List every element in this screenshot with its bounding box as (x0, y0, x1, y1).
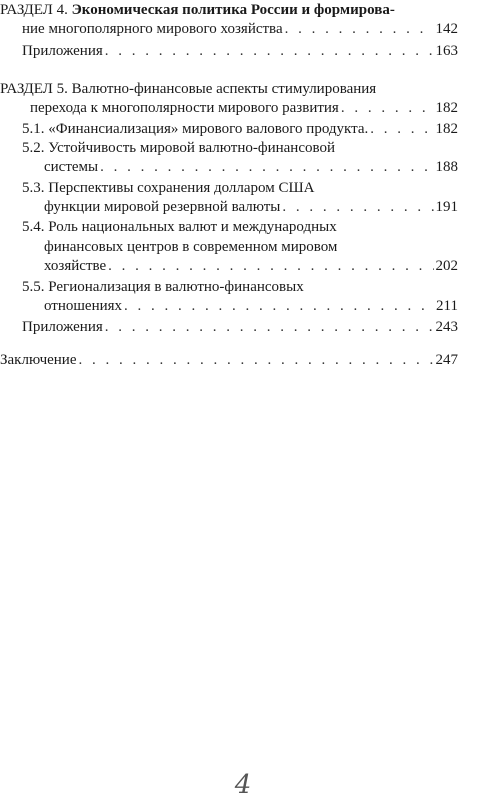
page-number: 4 (234, 770, 252, 800)
toc-entry-5-3[interactable] (44, 197, 458, 217)
page-ref: 182 (435, 121, 458, 137)
leader-dots (341, 98, 434, 118)
appendix-label: Приложения (22, 319, 103, 335)
entry-5-4-line2: финансовых центров в современном мировом (44, 239, 338, 255)
entry-title: системы (44, 159, 99, 175)
entry-5-2-line1: 5.2. Устойчивость мировой валютно-финансовой (22, 140, 335, 156)
entry-5-3-line1: 5.3. Перспективы сохранения долларом США (22, 180, 315, 196)
leader-dots (100, 157, 433, 177)
leader-dots (105, 41, 434, 61)
entry-title: функции мировой резервной валюты (44, 199, 281, 215)
toc-entry-5-4[interactable] (44, 256, 458, 276)
page-ref: 243 (435, 319, 458, 335)
page-ref: 202 (435, 258, 458, 274)
toc-entry-5-5[interactable] (44, 296, 458, 316)
page-ref: 211 (436, 298, 458, 314)
leader-dots (124, 296, 434, 316)
leader-dots (105, 317, 434, 337)
page-ref: 182 (435, 100, 458, 116)
page-ref: 142 (435, 21, 458, 37)
leader-dots (282, 197, 433, 217)
leader-dots (370, 119, 433, 139)
section5-heading: РАЗДЕЛ 5. Валютно-финансовые аспекты стимулирования (0, 81, 377, 97)
toc-entry-section4[interactable] (22, 19, 458, 39)
appendix-label: Приложения (22, 43, 103, 59)
entry-title: хозяйстве (44, 258, 107, 274)
section5-title-cont: перехода к многополярности мирового развития (30, 100, 339, 116)
section4-title: Экономическая политика России и формирова- (71, 2, 395, 18)
toc-entry-5-1[interactable] (22, 119, 458, 139)
toc-entry-5-2[interactable] (44, 157, 458, 177)
page-ref: 163 (435, 43, 458, 59)
section4-heading (0, 0, 486, 20)
leader-dots (285, 19, 434, 39)
entry-title: 5.1. «Финансиализация» мирового валового продукта. (22, 121, 369, 137)
conclusion-label: Заключение (0, 352, 77, 368)
entry-title: отношениях (44, 298, 123, 314)
toc-entry-conclusion[interactable] (0, 350, 458, 370)
toc-entry-section4-appendix[interactable] (22, 41, 458, 61)
section4-prefix: РАЗДЕЛ 4. (0, 2, 68, 18)
toc-entry-section5[interactable] (30, 98, 458, 118)
leader-dots (108, 256, 433, 276)
page-ref: 188 (435, 159, 458, 175)
entry-5-5-line1: 5.5. Регионализация в валютно-финансовых (22, 279, 304, 295)
section4-title-cont: ние многополярного мирового хозяйства (22, 21, 283, 37)
page-ref: 191 (435, 199, 458, 215)
page-ref: 247 (435, 352, 458, 368)
entry-5-4-line1: 5.4. Роль национальных валют и международных (22, 219, 337, 235)
toc-entry-section5-appendix[interactable] (22, 317, 458, 337)
leader-dots (79, 350, 434, 370)
